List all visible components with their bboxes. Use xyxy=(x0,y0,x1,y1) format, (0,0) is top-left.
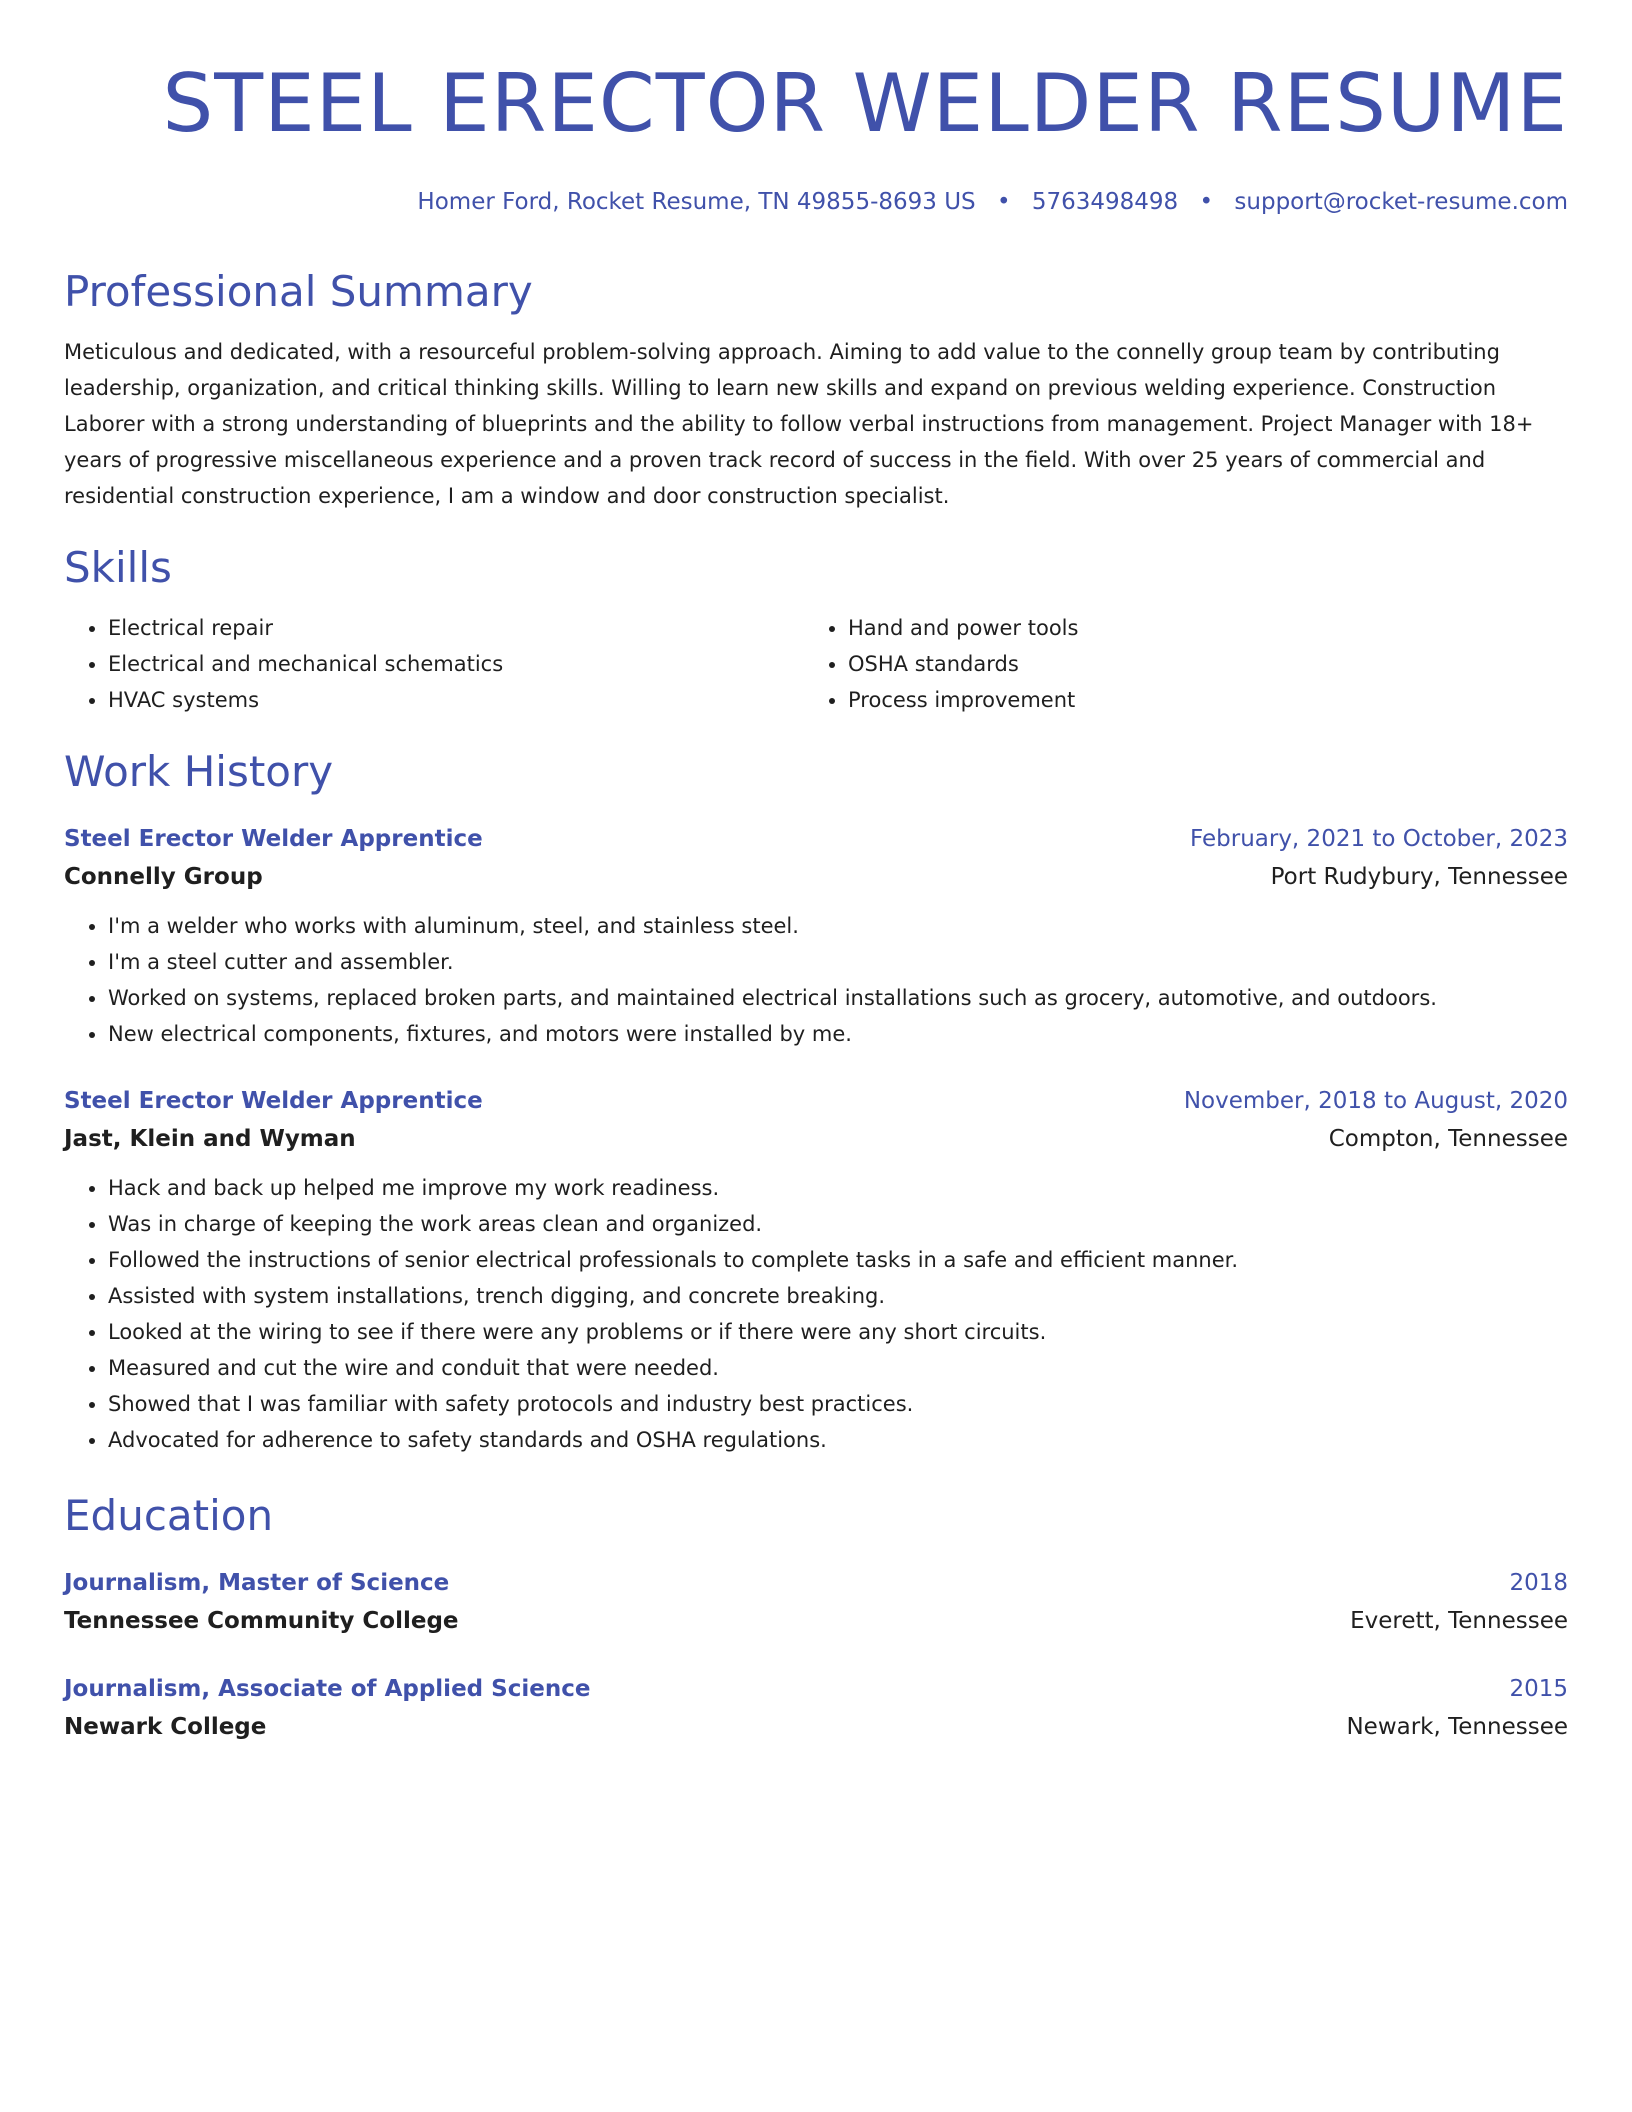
skill-item: • HVAC systems xyxy=(108,682,804,718)
skills-column-right xyxy=(804,610,1544,718)
job-location: Port Rudybury, Tennessee xyxy=(1270,864,1568,890)
job-bullet: • Advocated for adherence to safety standards and OSHA regulations. xyxy=(108,1422,1568,1458)
skills-heading: Skills xyxy=(64,543,172,592)
summary-heading: Professional Summary xyxy=(64,267,533,316)
job-bullets xyxy=(64,908,1568,1052)
job-dates: February, 2021 to October, 2023 xyxy=(1190,826,1568,852)
job-bullet: • New electrical components, fixtures, and motors were installed by me. xyxy=(108,1016,1568,1052)
school-location: Newark, Tennessee xyxy=(1346,1714,1568,1740)
job-entry xyxy=(64,820,1568,1052)
job-bullet: • Worked on systems, replaced broken parts, and maintained electrical installations such as grocery, automotive, and outdoors. xyxy=(108,980,1568,1016)
job-bullet: • Was in charge of keeping the work areas clean and organized. xyxy=(108,1206,1568,1242)
job-bullet: • I'm a welder who works with aluminum, steel, and stainless steel. xyxy=(108,908,1568,944)
job-bullet: • Measured and cut the wire and conduit that were needed. xyxy=(108,1350,1568,1386)
job-entry xyxy=(64,1082,1568,1458)
skill-item: • Hand and power tools xyxy=(848,610,1544,646)
skill-item: • Electrical repair xyxy=(108,610,804,646)
contact-line xyxy=(64,186,1568,218)
summary-text: Meticulous and dedicated, with a resourceful problem-solving approach. Aiming to add value to the connelly group team by contributing leadership, organization, and critical thinking skills. Willing to learn new skills and expand on previous welding experience. Construction Laborer with a strong understanding of blueprints and the ability to follow verbal instructions from management. Project Manager with 18+ years of progressive miscellaneous experience and a proven track record of success in the field. With over 25 years of commercial and residential construction experience, I am a window and door construction specialist. xyxy=(64,340,1534,508)
resume-header xyxy=(64,52,1568,218)
contact-phone: 5763498498 xyxy=(1031,189,1179,215)
education-entry xyxy=(64,1670,1568,1746)
work-history-heading: Work History xyxy=(64,747,334,796)
job-bullet: • Looked at the wiring to see if there were any problems or if there were any short circuits. xyxy=(108,1314,1568,1350)
job-bullet: • Hack and back up helped me improve my work readiness. xyxy=(108,1170,1568,1206)
school-location: Everett, Tennessee xyxy=(1350,1608,1568,1634)
contact-separator: • xyxy=(996,189,1011,215)
education-heading: Education xyxy=(64,1491,274,1540)
resume-title: STEEL ERECTOR WELDER RESUME xyxy=(162,57,1568,150)
school-name: Newark College xyxy=(64,1714,267,1740)
skill-item: • Electrical and mechanical schematics xyxy=(108,646,804,682)
skills-column-left xyxy=(64,610,804,718)
education-entry xyxy=(64,1564,1568,1640)
job-bullets xyxy=(64,1170,1568,1458)
job-title: Steel Erector Welder Apprentice xyxy=(64,1088,483,1114)
skills-list xyxy=(64,610,1568,718)
contact-email: support@rocket-resume.com xyxy=(1234,189,1568,215)
skill-item: • OSHA standards xyxy=(848,646,1544,682)
company-name: Connelly Group xyxy=(64,864,263,890)
job-bullet: • Showed that I was familiar with safety protocols and industry best practices. xyxy=(108,1386,1568,1422)
job-bullet: • Assisted with system installations, trench digging, and concrete breaking. xyxy=(108,1278,1568,1314)
job-title: Steel Erector Welder Apprentice xyxy=(64,826,483,852)
school-name: Tennessee Community College xyxy=(64,1608,459,1634)
job-location: Compton, Tennessee xyxy=(1328,1126,1568,1152)
job-dates: November, 2018 to August, 2020 xyxy=(1183,1088,1568,1114)
skill-item: • Process improvement xyxy=(848,682,1544,718)
job-bullet: • Followed the instructions of senior electrical professionals to complete tasks in a safe and efficient manner. xyxy=(108,1242,1568,1278)
graduation-year: 2018 xyxy=(1509,1570,1568,1596)
graduation-year: 2015 xyxy=(1509,1676,1568,1702)
degree: Journalism, Master of Science xyxy=(64,1570,450,1596)
degree: Journalism, Associate of Applied Science xyxy=(64,1676,591,1702)
contact-separator: • xyxy=(1199,189,1214,215)
contact-address: Homer Ford, Rocket Resume, TN 49855-8693 US xyxy=(417,189,976,215)
job-bullet: • I'm a steel cutter and assembler. xyxy=(108,944,1568,980)
company-name: Jast, Klein and Wyman xyxy=(64,1126,356,1152)
